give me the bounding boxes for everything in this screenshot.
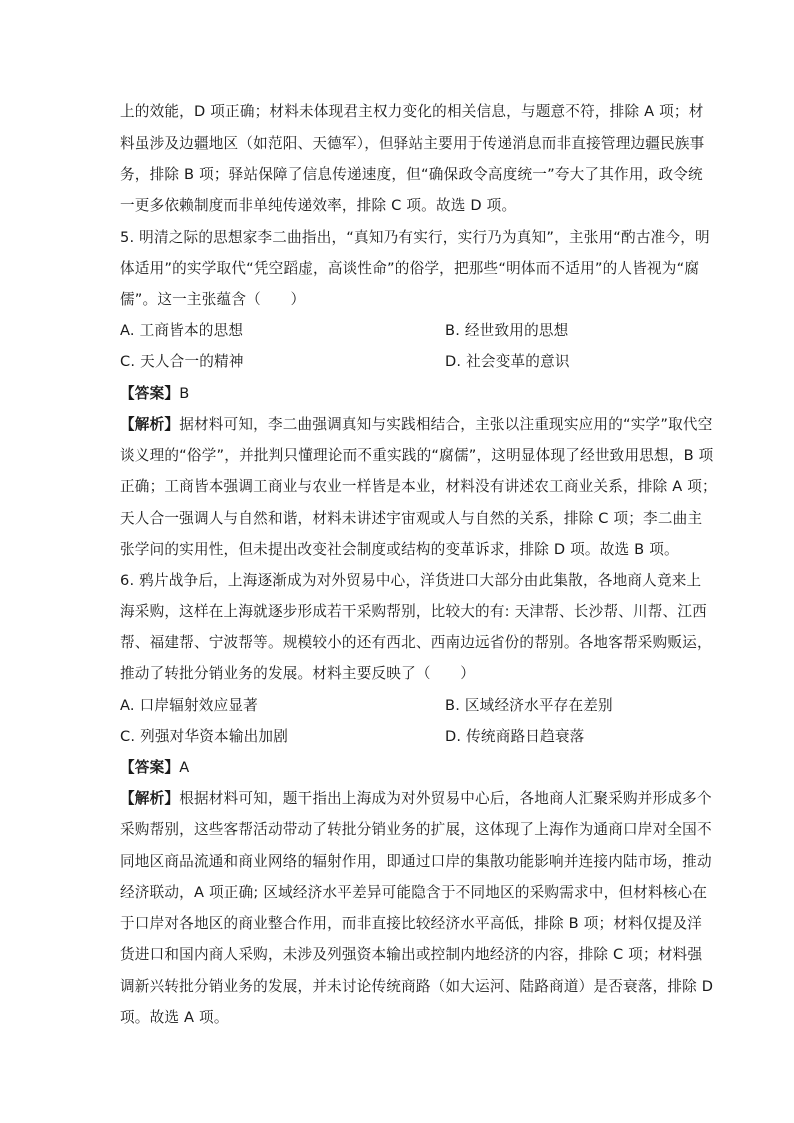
- q6-option-b: B. 区域经济水平存在差别: [445, 697, 613, 714]
- q5-option-b: B. 经世致用的思想: [445, 322, 569, 339]
- analysis-tag: 【解析】: [120, 416, 180, 433]
- analysis-tag: 【解析】: [120, 790, 180, 807]
- q6-answer-line: [120, 758, 189, 778]
- q5-stem-line: 5. 明清之际的思想家李二曲指出，“真知乃有实行，实行乃为真知”，主张用“酌古准今，明: [120, 229, 710, 246]
- prev-explanation-line: 务，排除 B 项；驿站保障了信息传递速度，但“确保政令高度统一”夸大了其作用，政令统: [120, 166, 703, 183]
- prev-explanation-line: 一更多依赖制度而非单纯传递效率，排除 C 项。故选 D 项。: [120, 197, 517, 214]
- answer-tag: 【答案】: [120, 759, 180, 776]
- q6-analysis-line: 调新兴转批分销业务的发展，并未讨论传统商路（如大运河、陆路商道）是否衰落，排除 D: [120, 978, 714, 995]
- q6-analysis-line: 经济联动，A 项正确; 区域经济水平差异可能隐含于不同地区的采购需求中，但材料核心在: [120, 884, 708, 901]
- q5-analysis-line: 张学问的实用性，但未提出改变社会制度或结构的变革诉求，排除 D 项。故选 B 项。: [120, 541, 679, 558]
- q5-answer-line: [120, 384, 189, 404]
- q5-option-d: D. 社会变革的意识: [445, 353, 570, 370]
- q5-stem-line: 儒”。这一主张蕴含（ ）: [120, 291, 306, 308]
- q6-option-d: D. 传统商路日趋衰落: [445, 728, 585, 745]
- q5-option-c: C. 天人合一的精神: [120, 353, 244, 370]
- q6-analysis-line: 项。故选 A 项。: [120, 1009, 229, 1026]
- q6-option-c: C. 列强对华资本输出加剧: [120, 728, 289, 745]
- q5-analysis-line: 谈义理的“俗学”，并批判只懂理论而不重实践的“腐儒”，这明显体现了经世致用思想，B 项: [120, 447, 714, 464]
- q6-analysis-text: 根据材料可知，题干指出上海成为对外贸易中心后，各地商人汇聚采购并形成多个: [179, 790, 712, 807]
- q5-analysis-line: [120, 415, 713, 435]
- q6-analysis-line: 采购帮别，这些客帮活动带动了转批分销业务的扩展，这体现了上海作为通商口岸对全国不: [120, 821, 712, 838]
- q6-stem-line: 6. 鸦片战争后，上海逐渐成为对外贸易中心，洋货进口大部分由此集散，各地商人竟来上: [120, 572, 702, 589]
- q6-option-a: A. 口岸辐射效应显著: [120, 697, 258, 714]
- q6-stem-line: 推动了转批分销业务的发展。材料主要反映了（ ）: [120, 665, 476, 682]
- q6-analysis-line: 于口岸对各地区的商业整合作用，而非直接比较经济水平高低，排除 B 项；材料仅提及洋: [120, 915, 703, 932]
- q5-analysis-line: 天人合一强调人与自然和谐，材料未讲述宇宙观或人与自然的关系，排除 C 项；李二曲主: [120, 510, 703, 527]
- q6-analysis-line: 货进口和国内商人采购，未涉及列强资本输出或控制内地经济的内容，排除 C 项；材料强: [120, 946, 703, 963]
- q5-analysis-line: 正确；工商皆本强调工商业与农业一样皆是本业，材料没有讲述农工商业关系，排除 A 项；: [120, 478, 717, 495]
- q6-answer: A: [179, 759, 190, 776]
- q5-option-a: A. 工商皆本的思想: [120, 322, 244, 339]
- q5-stem-line: 体适用”的实学取代“凭空蹈虚，高谈性命”的俗学，把那些“明体而不适用”的人皆视为“腐: [120, 260, 700, 277]
- q6-analysis-line: 同地区商品流通和商业网络的辐射作用，即通过口岸的集散功能影响并连接内陆市场，推动: [120, 853, 712, 870]
- q5-analysis-text: 据材料可知，李二曲强调真知与实践相结合，主张以注重现实应用的“实学”取代空: [179, 416, 713, 433]
- prev-explanation-line: 上的效能，D 项正确；材料未体现君主权力变化的相关信息，与题意不符，排除 A 项；材: [120, 103, 704, 120]
- q6-analysis-line: [120, 789, 712, 809]
- prev-explanation-line: 料虽涉及边疆地区（如范阳、天德军），但驿站主要用于传递消息而非直接管理边疆民族事: [120, 135, 705, 152]
- q6-stem-line: 帮、福建帮、宁波帮等。规模较小的还有西北、西南边远省份的帮别。各地客帮采购贩运，: [120, 634, 712, 651]
- q6-stem-line: 海采购，这样在上海就逐步形成若干采购帮别，比较大的有: 天津帮、长沙帮、川帮、江西: [120, 603, 707, 620]
- q5-answer: B: [179, 385, 190, 402]
- answer-tag: 【答案】: [120, 385, 180, 402]
